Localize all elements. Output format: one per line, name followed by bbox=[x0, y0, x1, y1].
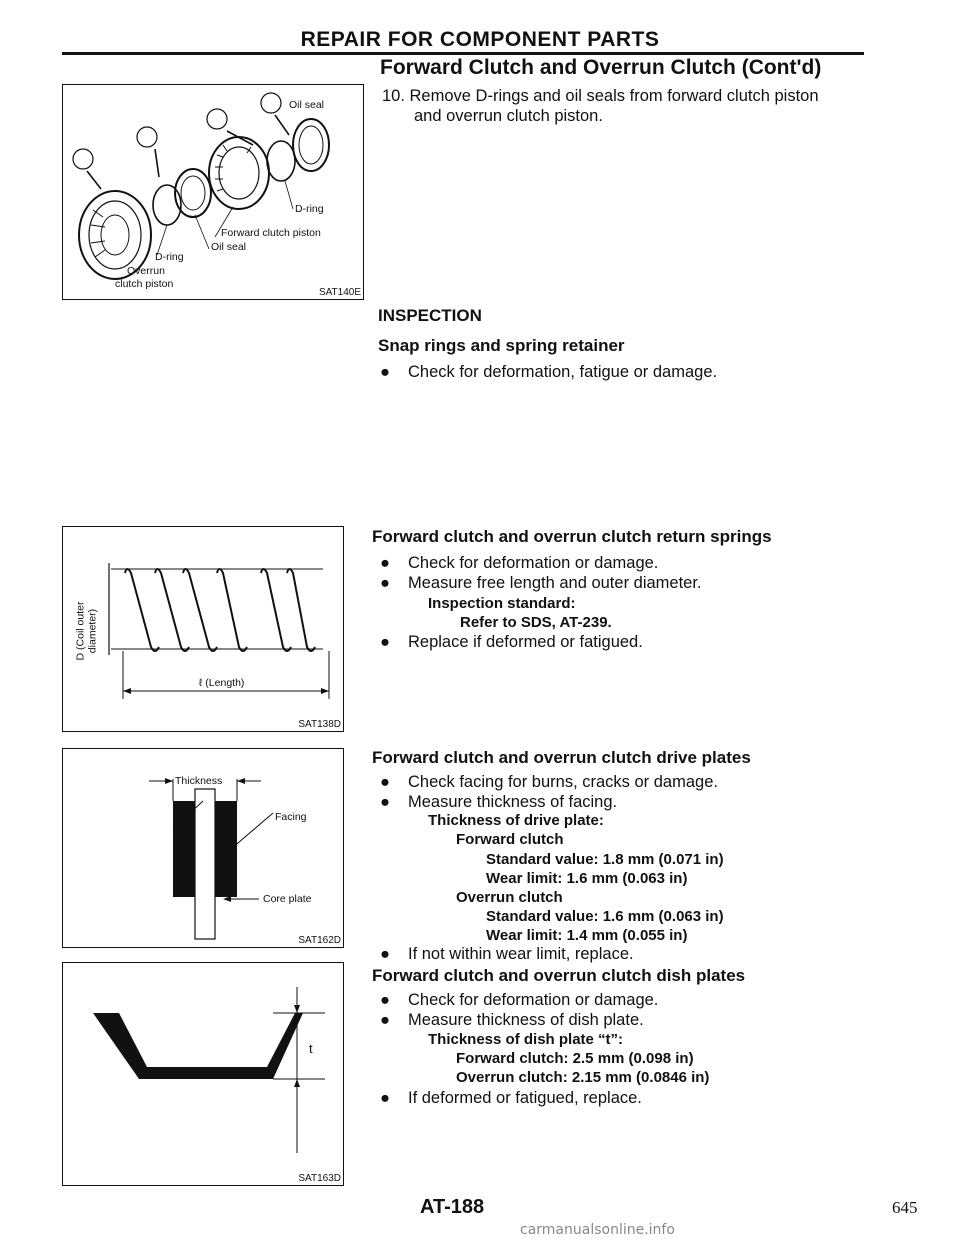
drive-plates-bullet-2 bbox=[380, 792, 617, 813]
figure-return-spring bbox=[62, 526, 344, 732]
page-header-title: REPAIR FOR COMPONENT PARTS bbox=[300, 28, 660, 51]
label-forward-clutch-piston: Forward clutch piston bbox=[221, 227, 321, 239]
label-coil-outer-diameter bbox=[74, 602, 98, 661]
dish-plate-thickness-label: Thickness of dish plate “t”: bbox=[428, 1031, 624, 1048]
bullet-text: If not within wear limit, replace. bbox=[408, 945, 634, 963]
label-clutch-piston: clutch piston bbox=[115, 278, 174, 290]
bullet-text: Check for deformation, fatigue or damage. bbox=[408, 363, 718, 381]
drive-plates-bullet-1 bbox=[380, 772, 718, 793]
forward-wear-limit: Wear limit: 1.6 mm (0.063 in) bbox=[486, 870, 688, 887]
figure-dish-plate bbox=[62, 962, 344, 1186]
step-10-line2: and overrun clutch piston. bbox=[414, 107, 603, 125]
bullet-icon: ● bbox=[380, 773, 390, 791]
bullet-icon: ● bbox=[380, 574, 390, 592]
bullet-text: If deformed or fatigued, replace. bbox=[408, 1089, 642, 1107]
step-10-line1: 10. Remove D-rings and oil seals from forward clutch piston bbox=[382, 87, 819, 105]
drive-plates-bullet-3 bbox=[380, 944, 634, 965]
header-rule bbox=[62, 52, 864, 55]
return-springs-bullet-1 bbox=[380, 553, 658, 574]
bullet-text: Replace if deformed or fatigued. bbox=[408, 633, 643, 651]
dish-forward-clutch: Forward clutch: 2.5 mm (0.098 in) bbox=[456, 1050, 694, 1067]
bullet-text: Check for deformation or damage. bbox=[408, 991, 659, 1009]
dish-plates-heading: Forward clutch and overrun clutch dish plates bbox=[372, 966, 746, 985]
label-t: t bbox=[309, 1041, 313, 1056]
bullet-icon: ● bbox=[380, 554, 390, 572]
label-thickness: Thickness bbox=[175, 775, 223, 787]
spring-illustration bbox=[63, 527, 343, 731]
figure-code: SAT138D bbox=[298, 719, 341, 730]
label-d-line1: D (Coil outer bbox=[74, 601, 87, 661]
piston-illustration bbox=[63, 85, 363, 299]
figure-d-rings-oil-seals bbox=[62, 84, 364, 300]
bullet-icon: ● bbox=[380, 363, 390, 381]
figure-code: SAT162D bbox=[298, 935, 341, 946]
inspection-heading: INSPECTION bbox=[378, 306, 482, 325]
return-springs-heading: Forward clutch and overrun clutch return springs bbox=[372, 527, 772, 546]
label-d-ring-left: D-ring bbox=[155, 251, 184, 263]
bullet-text: Check facing for burns, cracks or damage. bbox=[408, 773, 718, 791]
bullet-icon: ● bbox=[380, 793, 390, 811]
return-springs-bullet-2 bbox=[380, 573, 702, 594]
dish-plates-bullet-3 bbox=[380, 1088, 642, 1109]
figure-code: SAT163D bbox=[298, 1173, 341, 1184]
dish-plate-illustration bbox=[63, 963, 343, 1185]
overrun-standard-value: Standard value: 1.6 mm (0.063 in) bbox=[486, 908, 724, 925]
overrun-clutch-label: Overrun clutch bbox=[456, 889, 563, 906]
bullet-icon: ● bbox=[380, 945, 390, 963]
dish-plates-bullet-2 bbox=[380, 1010, 644, 1031]
snap-rings-bullet bbox=[380, 362, 717, 383]
page-number: 645 bbox=[892, 1198, 918, 1217]
return-springs-bullet-3 bbox=[380, 632, 643, 653]
label-oil-seal-top: Oil seal bbox=[289, 99, 325, 111]
bullet-text: Measure free length and outer diameter. bbox=[408, 574, 702, 592]
bullet-icon: ● bbox=[380, 633, 390, 651]
figure-code: SAT140E bbox=[318, 287, 361, 298]
forward-clutch-label: Forward clutch bbox=[456, 831, 564, 848]
label-oil-seal-mid: Oil seal bbox=[211, 241, 247, 253]
label-d-ring-right: D-ring bbox=[295, 203, 324, 215]
snap-rings-heading: Snap rings and spring retainer bbox=[378, 336, 625, 355]
bullet-icon: ● bbox=[380, 1089, 390, 1107]
dish-overrun-clutch: Overrun clutch: 2.15 mm (0.0846 in) bbox=[456, 1069, 710, 1086]
figure-drive-plate bbox=[62, 748, 344, 948]
label-length: ℓ (Length) bbox=[199, 677, 245, 689]
drive-plate-thickness-label: Thickness of drive plate: bbox=[428, 812, 604, 829]
label-core-plate: Core plate bbox=[263, 893, 312, 905]
drive-plates-heading: Forward clutch and overrun clutch drive plates bbox=[372, 748, 751, 767]
inspection-standard-label: Inspection standard: bbox=[428, 595, 576, 612]
bullet-icon: ● bbox=[380, 991, 390, 1009]
label-facing: Facing bbox=[275, 811, 307, 823]
dish-plates-bullet-1 bbox=[380, 990, 658, 1011]
label-d-line2: diameter) bbox=[86, 608, 99, 654]
bullet-text: Check for deformation or damage. bbox=[408, 554, 659, 572]
inspection-standard-ref: Refer to SDS, AT-239. bbox=[460, 614, 612, 631]
bullet-text: Measure thickness of dish plate. bbox=[408, 1011, 644, 1029]
overrun-wear-limit: Wear limit: 1.4 mm (0.055 in) bbox=[486, 927, 688, 944]
bullet-text: Measure thickness of facing. bbox=[408, 793, 618, 811]
label-overrun: Overrun bbox=[127, 265, 165, 277]
page-reference: AT-188 bbox=[420, 1196, 485, 1218]
watermark: carmanualsonline.info bbox=[520, 1222, 675, 1238]
bullet-icon: ● bbox=[380, 1011, 390, 1029]
section-title: Forward Clutch and Overrun Clutch (Cont'd) bbox=[380, 56, 822, 79]
forward-standard-value: Standard value: 1.8 mm (0.071 in) bbox=[486, 851, 724, 868]
